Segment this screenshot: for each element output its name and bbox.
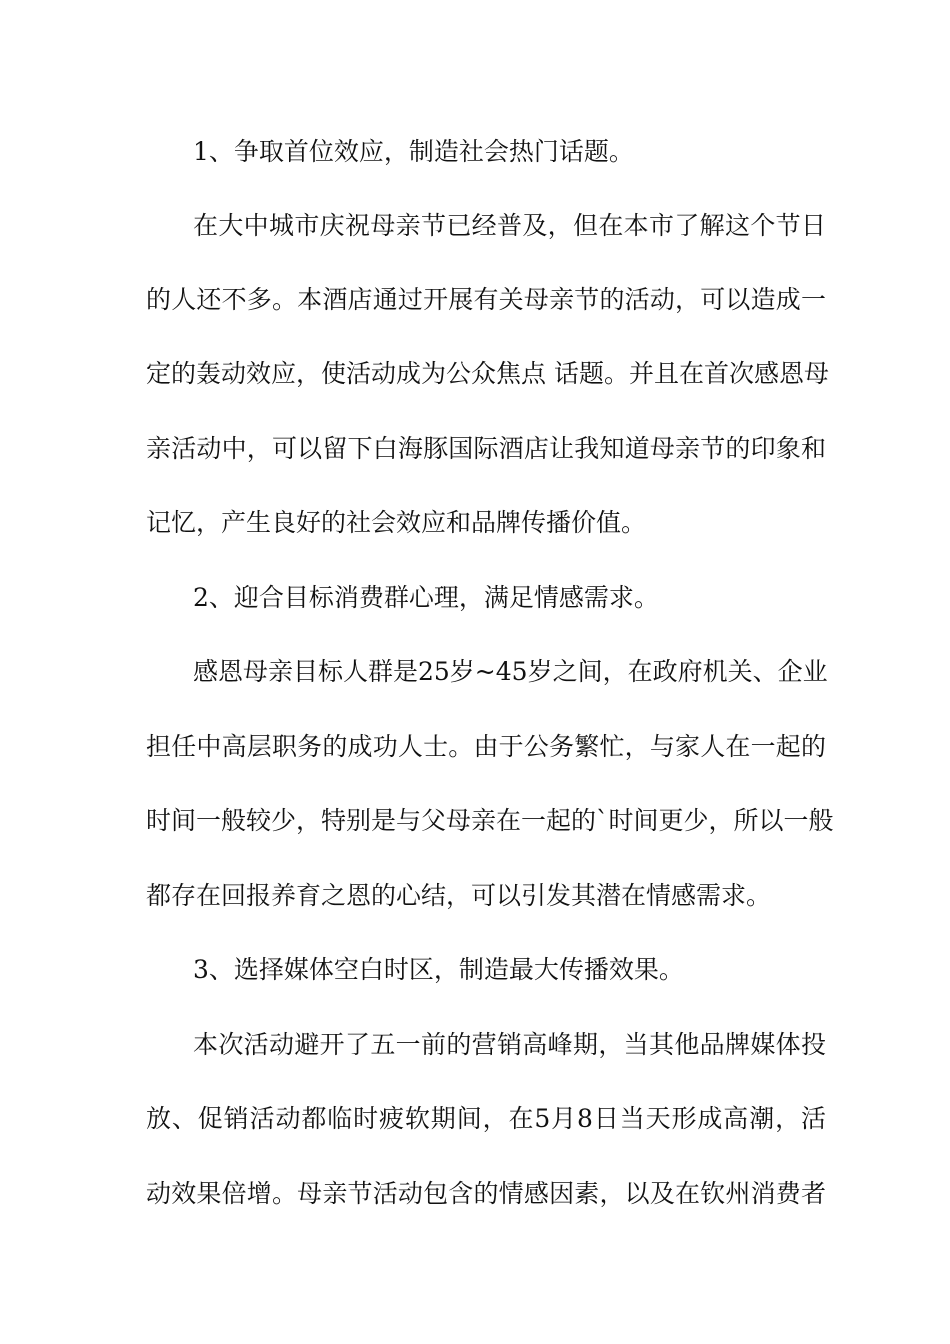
paragraph-line: 在大中城市庆祝母亲节已经普及，但在本市了解这个节日 (193, 211, 826, 240)
paragraph-line: 记忆，产生良好的社会效应和品牌传播价值。 (146, 508, 647, 537)
heading-point-3: 3、选择媒体空白时区，制造最大传播效果。 (193, 955, 684, 984)
paragraph-line: 亲活动中，可以留下白海豚国际酒店让我知道母亲节的印象和 (146, 434, 826, 463)
paragraph-line: 感恩母亲目标人群是25岁~45岁之间，在政府机关、企业 (193, 657, 828, 686)
paragraph-line: 动效果倍增。母亲节活动包含的情感因素，以及在钦州消费者 (146, 1179, 826, 1208)
paragraph-line: 本次活动避开了五一前的营销高峰期，当其他品牌媒体投 (193, 1030, 826, 1059)
paragraph-line: 放、促销活动都临时疲软期间，在5月8日当天形成高潮，活 (146, 1104, 826, 1133)
paragraph-line: 定的轰动效应，使活动成为公众焦点 话题。并且在首次感恩母 (146, 359, 829, 388)
heading-point-1: 1、争取首位效应，制造社会热门话题。 (193, 137, 634, 166)
paragraph-line: 都存在回报养育之恩的心结，可以引发其潜在情感需求。 (146, 881, 772, 910)
paragraph-line: 时间一般较少，特别是与父母亲在一起的`时间更少，所以一般 (146, 806, 834, 835)
paragraph-line: 担任中高层职务的成功人士。由于公务繁忙，与家人在一起的 (146, 732, 826, 761)
heading-point-2: 2、迎合目标消费群心理，满足情感需求。 (193, 583, 659, 612)
paragraph-line: 的人还不多。本酒店通过开展有关母亲节的活动，可以造成一 (146, 285, 826, 314)
